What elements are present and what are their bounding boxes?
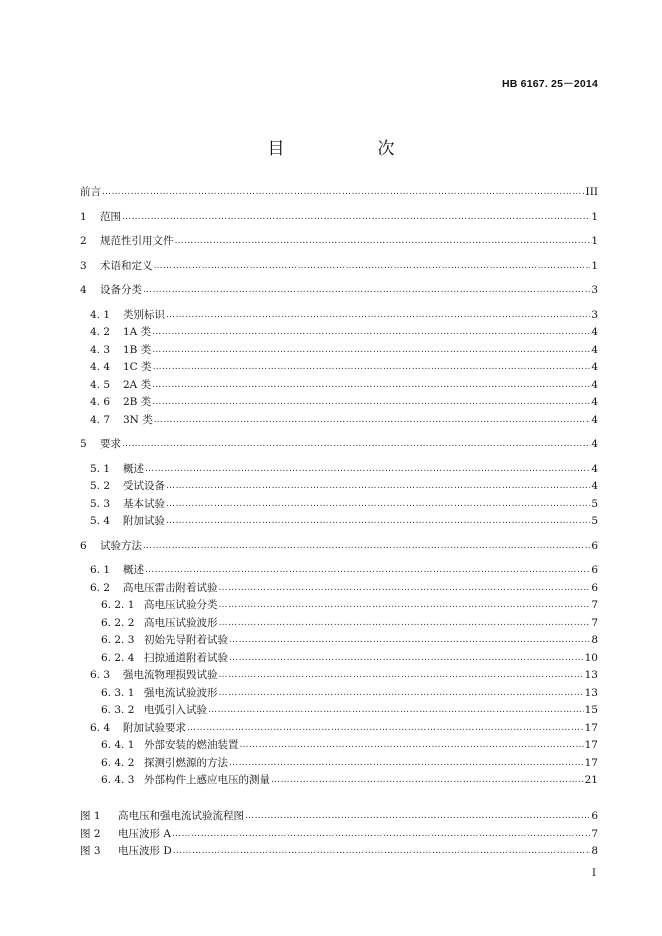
toc-leader-dots: [166, 513, 590, 531]
toc-entry-title: 设备分类: [100, 284, 142, 296]
toc-spacer: [80, 251, 598, 258]
toc-leader-dots: [175, 233, 591, 251]
toc-entry-page: 17: [584, 721, 598, 734]
figure-entry-number: 图 3: [80, 845, 101, 857]
toc-entry[interactable]: [80, 394, 598, 412]
toc-entry[interactable]: [80, 258, 598, 276]
toc-entry[interactable]: [80, 436, 598, 454]
figure-entry-title: 电压波形 D: [118, 845, 172, 857]
toc-entry-page: 7: [591, 616, 598, 629]
toc-entry[interactable]: [80, 632, 598, 650]
toc-leader-dots: [102, 184, 585, 202]
figure-entry[interactable]: [80, 826, 598, 844]
toc-entry[interactable]: [80, 772, 598, 790]
toc-entry[interactable]: [80, 496, 598, 514]
toc-entry-number: 4. 4: [90, 361, 111, 373]
toc-leader-dots: [229, 632, 590, 650]
toc-leader-dots: [166, 478, 590, 496]
toc-leader-dots: [219, 580, 591, 598]
figure-entry-number: 图 2: [80, 827, 101, 840]
toc-entry-number: 6. 4. 1: [101, 739, 135, 751]
toc-leader-dots: [187, 720, 584, 738]
toc-entry-page: 3: [591, 284, 598, 296]
toc-leader-dots: [145, 562, 590, 580]
toc-leader-dots: [219, 685, 584, 703]
figure-entry-page: 6: [591, 810, 598, 822]
toc-entry-page: 4: [591, 396, 598, 408]
toc-leader-dots: [219, 597, 591, 615]
toc-entry-number: 5. 2: [90, 480, 111, 492]
toc-entry-page: 1: [591, 235, 598, 247]
toc-entry[interactable]: [80, 412, 598, 430]
figure-entry[interactable]: [80, 843, 598, 861]
toc-entry-page: 4: [591, 361, 598, 373]
toc-entry[interactable]: [80, 359, 598, 377]
toc-entry-title: 受试设备: [123, 480, 165, 492]
toc-entry-title: 类别标识: [123, 308, 165, 321]
toc-entry[interactable]: [80, 478, 598, 496]
toc-entry-title: 电弧引入试验: [144, 704, 207, 716]
toc-entry-title: 附加试验要求: [123, 721, 186, 734]
toc-leader-dots: [166, 496, 590, 514]
toc-entry-title: 术语和定义: [100, 259, 153, 272]
toc-entry[interactable]: [80, 209, 598, 227]
toc-entry-title: 扫掠通道附着试验: [144, 651, 228, 664]
toc-entry[interactable]: [80, 650, 598, 668]
toc-entry-page: 4: [591, 413, 598, 426]
toc-entry[interactable]: [80, 580, 598, 598]
toc-leader-dots: [154, 258, 591, 276]
toc-entry[interactable]: [80, 685, 598, 703]
toc-entry-title: 1C 类: [123, 361, 152, 373]
figure-entry-page: 8: [591, 845, 598, 857]
toc-entry-title: 范围: [100, 210, 121, 223]
toc-entry[interactable]: [80, 755, 598, 773]
toc-entry-title: 规范性引用文件: [100, 235, 174, 247]
toc-entry-number: 6. 1: [90, 564, 111, 576]
toc-leader-dots: [219, 667, 584, 685]
toc-spacer: [80, 429, 598, 436]
toc-spacer: [80, 226, 598, 233]
toc-entry-page: 4: [591, 378, 598, 391]
toc-entry-number: 6: [80, 539, 87, 552]
toc-entry-page: 21: [584, 774, 598, 786]
toc-spacer: [80, 531, 598, 538]
toc-entry-number: 5: [80, 438, 87, 450]
toc-entry-page: 1: [591, 210, 598, 223]
toc-leader-dots: [271, 772, 584, 790]
toc-entry-page: 13: [584, 669, 598, 681]
toc-entry-number: 4. 2: [90, 326, 111, 338]
toc-spacer: [80, 454, 598, 461]
toc-leader-dots: [152, 342, 590, 360]
toc-entry[interactable]: [80, 538, 598, 556]
toc-entry[interactable]: [80, 513, 598, 531]
toc-entry-number: 4: [80, 284, 87, 296]
toc-entry-title: 1A 类: [123, 326, 152, 338]
toc-entry-page: 10: [584, 651, 598, 664]
toc-entry-number: 5. 3: [90, 497, 111, 510]
figure-entry-page: 7: [591, 827, 598, 840]
toc-leader-dots: [152, 324, 590, 342]
figure-entry-title: 高电压和强电流试验流程图: [118, 810, 244, 822]
toc-entry-number: 6. 2. 4: [101, 651, 135, 664]
toc-entry-title: 要求: [100, 438, 121, 450]
toc-leader-dots: [229, 650, 584, 668]
toc-entry-number: 6. 4. 2: [101, 756, 135, 769]
toc-leader-dots: [240, 737, 584, 755]
toc-leader-dots: [122, 209, 590, 227]
toc-entry-number: 6. 4. 3: [101, 774, 135, 786]
toc-entry-title: 附加试验: [123, 515, 165, 527]
toc-entry-title: 概述: [123, 462, 144, 475]
toc-leader-dots: [152, 394, 590, 412]
toc-leader-dots: [153, 359, 591, 377]
page-number: I: [592, 868, 596, 879]
toc-entry-page: 8: [591, 634, 598, 646]
toc-entry-title: 外部安装的燃油装置: [144, 739, 239, 751]
toc-entry-page: 4: [591, 438, 598, 450]
figure-entry[interactable]: [80, 808, 598, 826]
toc-entry-page: 4: [591, 326, 598, 338]
toc-entry-title: 初始先导附着试验: [144, 634, 228, 646]
toc-entry-number: 6. 2. 1: [101, 599, 135, 611]
toc-entry-page: 17: [584, 739, 598, 751]
toc-entry-title: 高电压试验分类: [144, 599, 218, 611]
toc-leader-dots: [145, 461, 590, 479]
toc-entry-page: 6: [591, 581, 598, 594]
toc-leader-dots: [143, 538, 590, 556]
toc-entry-title: 2B 类: [123, 396, 152, 408]
figure-entry-number: 图 1: [80, 810, 101, 822]
toc-entry-number: 3: [80, 259, 87, 272]
toc-entry[interactable]: [80, 184, 598, 202]
toc-entry-number: 6. 3. 1: [101, 686, 135, 699]
toc-entry-number: 2: [80, 235, 87, 247]
toc-entry-number: 5. 4: [90, 515, 111, 527]
toc-entry-page: 13: [584, 686, 598, 699]
toc-entry-page: 6: [591, 539, 598, 552]
toc-entry-number: 6. 2. 2: [101, 616, 135, 629]
toc-entry-number: 4. 5: [90, 378, 111, 391]
toc-entry[interactable]: [80, 737, 598, 755]
toc-leader-dots: [229, 755, 584, 773]
toc-spacer: [80, 555, 598, 562]
toc-entry-page: 5: [591, 515, 598, 527]
toc-entry-title: 强电流物理损毁试验: [123, 669, 218, 681]
toc-entry-number: 1: [80, 210, 87, 223]
toc-entry-title: 高电压试验波形: [144, 616, 218, 629]
toc-entry-number: 6. 3. 2: [101, 704, 135, 716]
toc-entry-title: 外部构件上感应电压的测量: [144, 774, 270, 786]
toc-entry-page: 6: [591, 564, 598, 576]
toc-entry-number: 6. 3: [90, 669, 111, 681]
toc-entry-page: 5: [591, 497, 598, 510]
toc-entry[interactable]: [80, 615, 598, 633]
toc-entry-page: 1: [591, 259, 598, 272]
toc-entry-title: 强电流试验波形: [144, 686, 218, 699]
toc-entry-page: 4: [591, 462, 598, 475]
toc-entry[interactable]: [80, 720, 598, 738]
toc-entry-page: 4: [591, 480, 598, 492]
toc-entry-title: 试验方法: [100, 539, 142, 552]
toc-entry-page: 17: [584, 756, 598, 769]
figure-leader-dots: [172, 826, 590, 844]
document-code: HB 6167. 25－2014: [501, 78, 598, 90]
toc-spacer: [80, 202, 598, 209]
toc-entry-title: 概述: [123, 564, 144, 576]
toc-leader-dots: [122, 436, 590, 454]
toc-entry-number: 4. 3: [90, 343, 111, 356]
toc-entry-number: 6. 2: [90, 581, 111, 594]
toc-entry-title: 1B 类: [123, 343, 152, 356]
toc-entry[interactable]: [80, 342, 598, 360]
toc-leader-dots: [154, 412, 591, 430]
toc-entry-title: 基本试验: [123, 497, 165, 510]
toc-entry-number: 4. 6: [90, 396, 111, 408]
toc-entry[interactable]: [80, 233, 598, 251]
toc-leader-dots: [208, 702, 584, 720]
toc-entry-title: 前言: [80, 186, 101, 198]
table-of-contents: [80, 184, 598, 790]
figure-entry-title: 电压波形 A: [118, 827, 171, 840]
toc-entry-title: 2A 类: [123, 378, 152, 391]
toc-entry-page: 4: [591, 343, 598, 356]
toc-entry-page: 7: [591, 599, 598, 611]
toc-entry[interactable]: [80, 597, 598, 615]
toc-entry[interactable]: [80, 282, 598, 300]
toc-entry[interactable]: [80, 377, 598, 395]
toc-leader-dots: [143, 282, 590, 300]
toc-entry-number: 6. 2. 3: [101, 634, 135, 646]
toc-entry-title: 3N 类: [123, 413, 153, 426]
toc-entry-number: 4. 1: [90, 308, 111, 321]
toc-entry[interactable]: [80, 307, 598, 325]
toc-entry-number: 5. 1: [90, 462, 111, 475]
figure-leader-dots: [173, 843, 591, 861]
toc-entry-number: 6. 4: [90, 721, 111, 734]
toc-entry-title: 高电压雷击附着试验: [123, 581, 218, 594]
page-title: 目 次: [267, 139, 433, 159]
toc-leader-dots: [152, 377, 590, 395]
toc-entry[interactable]: [80, 461, 598, 479]
toc-entry[interactable]: [80, 667, 598, 685]
toc-entry-title: 探测引燃源的方法: [144, 756, 228, 769]
toc-entry[interactable]: [80, 562, 598, 580]
toc-entry-number: 4. 7: [90, 413, 111, 426]
toc-spacer: [80, 275, 598, 282]
figure-list: [80, 808, 598, 861]
figure-leader-dots: [245, 808, 590, 826]
toc-entry-page: 3: [591, 308, 598, 321]
toc-entry[interactable]: [80, 702, 598, 720]
toc-leader-dots: [166, 307, 590, 325]
toc-entry-page: 15: [584, 704, 598, 716]
toc-entry[interactable]: [80, 324, 598, 342]
toc-spacer: [80, 300, 598, 307]
toc-leader-dots: [219, 615, 591, 633]
toc-entry-page: III: [585, 186, 598, 198]
